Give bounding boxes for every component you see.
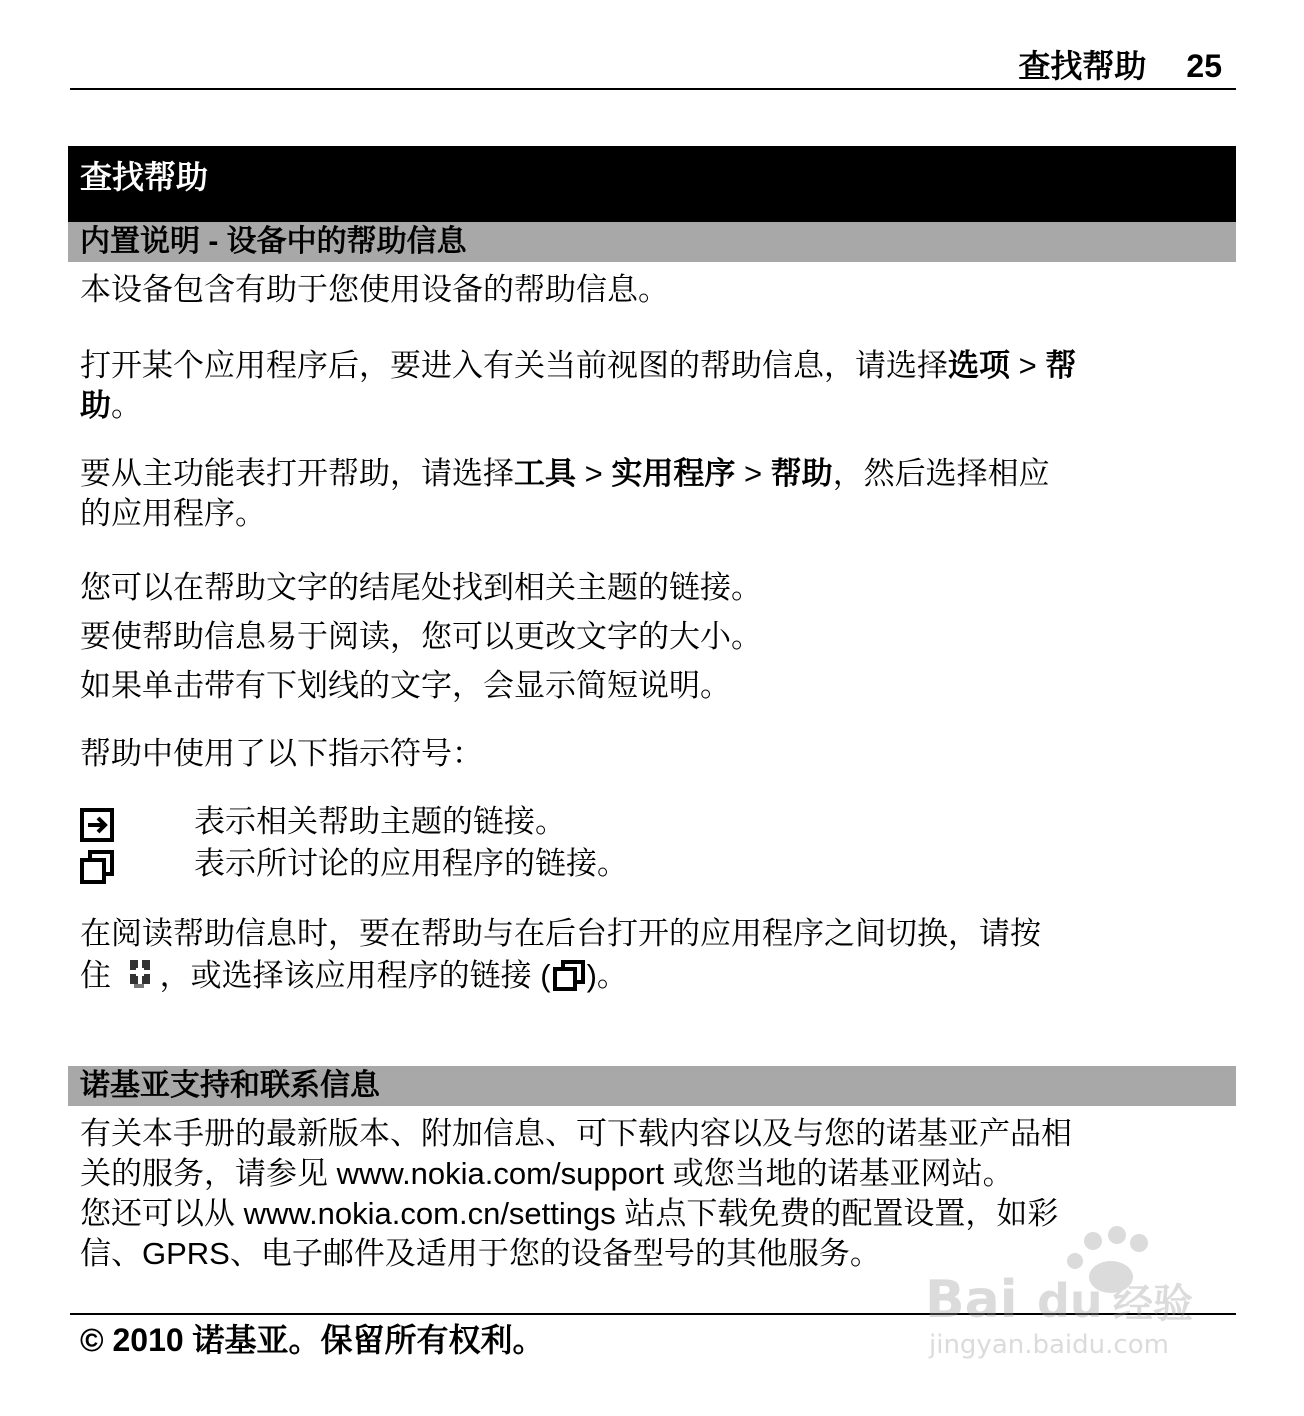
svg-text:du: du xyxy=(1037,1274,1103,1328)
menu-tools-label: 工具 xyxy=(514,456,576,491)
menu-option-label: 选项 xyxy=(948,348,1010,383)
indicator-text-application: 表示所讨论的应用程序的链接。 xyxy=(194,846,628,881)
support-line-4: 信、GPRS、电子邮件及适用于您的设备型号的其他服务。 xyxy=(80,1236,881,1271)
paragraph-underline: 如果单击带有下划线的文字，会显示简短说明。 xyxy=(80,668,731,703)
svg-text:jingyan.baidu.com: jingyan.baidu.com xyxy=(929,1330,1169,1360)
link-arrow-icon xyxy=(80,808,114,842)
support-line-3: 您还可以从 www.nokia.com.cn/settings 站点下载免费的配置设置，如彩 xyxy=(80,1196,1059,1231)
p2-end: 。 xyxy=(111,388,142,423)
copyright-notice: © 2010 诺基亚。保留所有权利。 xyxy=(80,1322,545,1358)
p8-line2a: 住 xyxy=(80,958,120,993)
svg-text:Bai: Bai xyxy=(925,1270,1018,1330)
menu-help-label: 帮助 xyxy=(770,456,833,491)
paragraph-main-menu-help xyxy=(80,454,1230,534)
p3-text2: ，然后选择相应 xyxy=(832,456,1050,491)
menu-key-icon xyxy=(120,954,160,992)
p8-line2c: )。 xyxy=(586,958,628,993)
menu-utilities-label: 实用程序 xyxy=(611,456,736,491)
running-header xyxy=(70,44,1236,90)
p8-line2b: ，或选择该应用程序的链接 ( xyxy=(159,958,551,993)
p2-text: 打开某个应用程序后，要进入有关当前视图的帮助信息，请选择 xyxy=(80,348,948,383)
section-heading-builtin-help: 内置说明 - 设备中的帮助信息 xyxy=(68,222,1236,262)
support-line-2: 关的服务，请参见 www.nokia.com/support 或您当地的诺基亚网站。 xyxy=(80,1156,1014,1191)
p3-sep2: > xyxy=(735,456,771,491)
paragraph-intro: 本设备包含有助于您使用设备的帮助信息。 xyxy=(80,272,669,307)
svg-text:经验: 经验 xyxy=(1113,1281,1193,1327)
p3-text1: 要从主功能表打开帮助，请选择 xyxy=(80,456,514,491)
paragraph-indicators: 帮助中使用了以下指示符号： xyxy=(80,736,483,771)
baidu-watermark-logo xyxy=(925,1225,1225,1365)
indicator-text-related-topic: 表示相关帮助主题的链接。 xyxy=(194,804,566,839)
indicator-row-application xyxy=(80,844,1230,884)
chapter-title: 查找帮助 xyxy=(68,146,1236,222)
menu-help-label-part1: 帮 xyxy=(1045,348,1077,383)
p8-line1: 在阅读帮助信息时，要在帮助与在后台打开的应用程序之间切换，请按 xyxy=(80,916,1041,951)
menu-help-label-part2: 助 xyxy=(80,388,111,423)
section-heading-support: 诺基亚支持和联系信息 xyxy=(68,1066,1236,1106)
running-header-title: 查找帮助 xyxy=(1018,48,1147,84)
paragraph-text-size: 要使帮助信息易于阅读，您可以更改文字的大小。 xyxy=(80,619,762,654)
paragraph-switch-apps xyxy=(80,914,1230,996)
p3-sep1: > xyxy=(576,456,612,491)
p2-sep: > xyxy=(1010,348,1046,383)
indicator-row-related-topic xyxy=(80,802,1230,842)
support-line-1: 有关本手册的最新版本、附加信息、可下载内容以及与您的诺基亚产品相 xyxy=(80,1116,1072,1151)
paragraph-related-links: 您可以在帮助文字的结尾处找到相关主题的链接。 xyxy=(80,570,762,605)
p3-line2: 的应用程序。 xyxy=(80,496,266,531)
app-windows-inline-icon xyxy=(551,958,587,992)
paragraph-open-help xyxy=(80,346,1230,426)
page-number: 25 xyxy=(1186,48,1222,84)
app-windows-icon xyxy=(80,850,114,884)
